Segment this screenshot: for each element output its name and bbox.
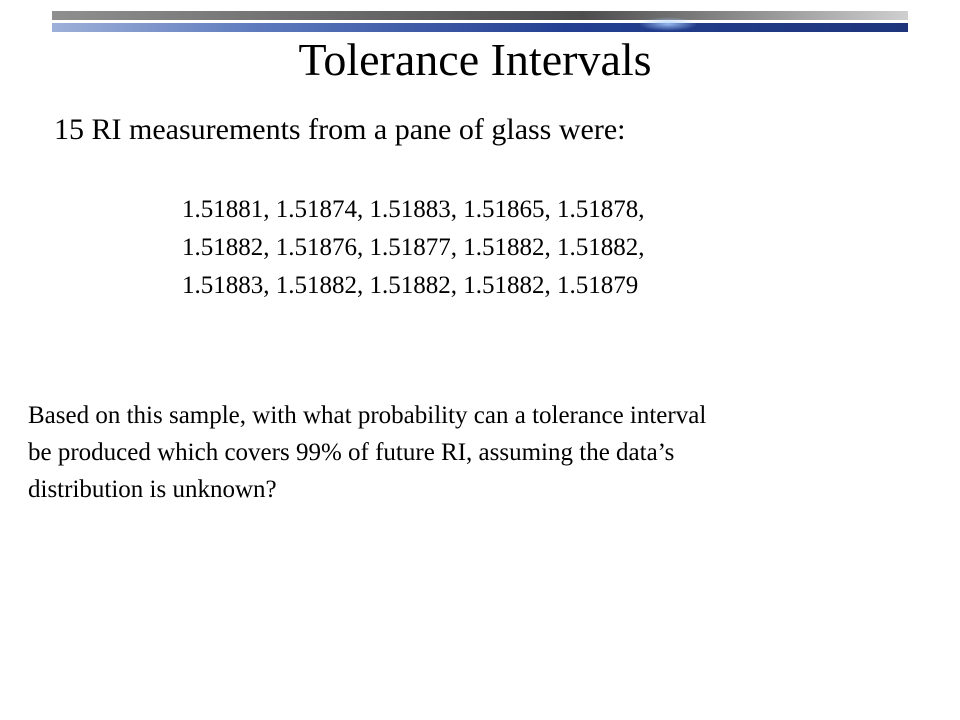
question-paragraph	[28, 397, 928, 508]
question-line: Based on this sample, with what probability can a tolerance interval	[28, 402, 707, 429]
measurement-line: 1.51882, 1.51876, 1.51877, 1.51882, 1.51882,	[182, 234, 645, 261]
slide-title: Tolerance Intervals	[298, 34, 652, 85]
header-bar-gray-stripe	[52, 11, 908, 20]
measurement-line: 1.51883, 1.51882, 1.51882, 1.51882, 1.51879	[182, 272, 639, 299]
header-decorative-bar	[52, 8, 908, 32]
question-line: distribution is unknown?	[28, 476, 277, 503]
question-line: be produced which covers 99% of future RI, assuming the data’s	[28, 439, 675, 466]
header-bar-highlight	[638, 17, 698, 31]
measurement-line: 1.51881, 1.51874, 1.51883, 1.51865, 1.51878,	[182, 196, 645, 223]
measurements-block	[182, 191, 645, 305]
intro-text: 15 RI measurements from a pane of glass were:	[54, 113, 626, 146]
